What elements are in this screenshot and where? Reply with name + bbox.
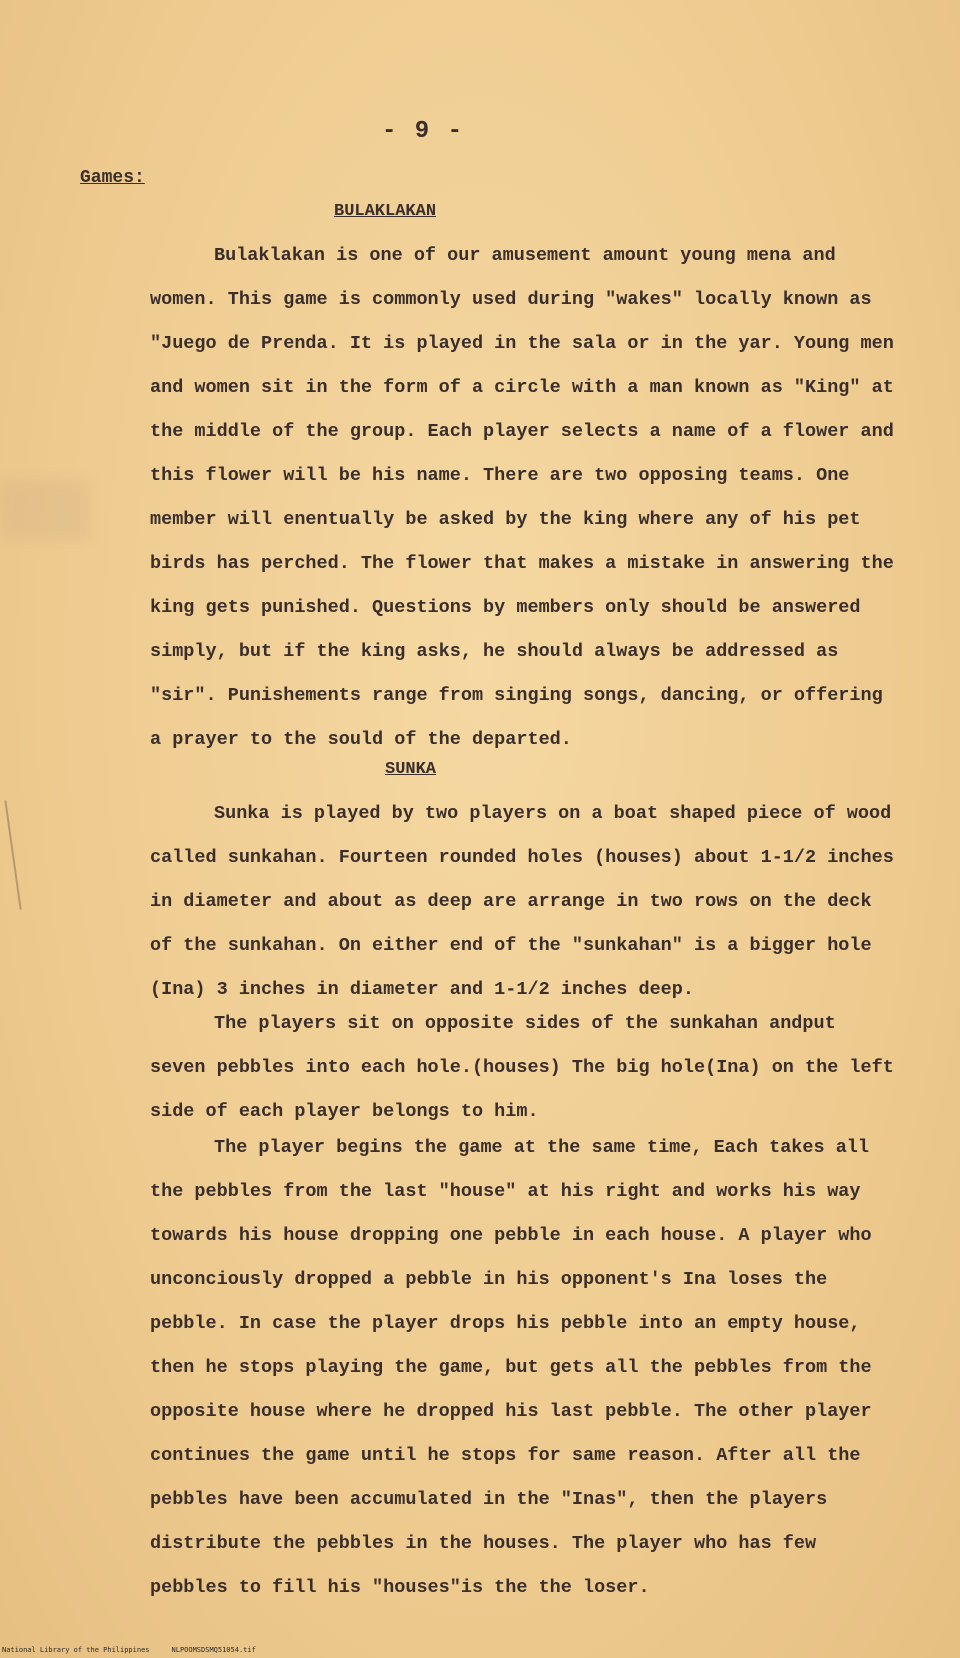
- paragraph-text: The player begins the game at the same time, Each takes all the pebbles from the last "house" at his right and works his way towards his house dropping one pebble in each house. A player who unconciously dropped a pebble in his opponent's Ina loses the pebble. In case the player drops his pebble into an empty house, then he stops playing the game, but gets all the pebbles from the opposite house where he dropped his last pebble. The other player continues the game until he stops for same reason. After all the pebbles have been accumulated in the "Inas", then the players distribute the pebbles in the houses. The player who has few pebbles to fill his "houses"is the the loser.: [150, 1137, 872, 1598]
- paragraph-sunka-2: [150, 1002, 900, 1134]
- paper-edge-mark: [4, 800, 21, 909]
- footer-file-id: NLPOOMSDSMQ51054.tif: [171, 1646, 256, 1654]
- paragraph-text: Bulaklakan is one of our amusement amount young mena and women. This game is commonly used during "wakes" locally known as "Juego de Prenda. It is played in the sala or in the yar. Young men and women sit in the form of a circle with a man known as "King" at the middle of the group. Each player selects a name of a flower and this flower will be his name. There are two opposing teams. One member will enentually be asked by the king where any of his pet birds has perched. The flower that makes a mistake in answering the king gets punished. Questions by members only should be answered simply, but if the king asks, he should always be addressed as "sir". Punishements range from singing songs, dancing, or offering a prayer to the sould of the departed.: [150, 245, 894, 750]
- paragraph-text: The players sit on opposite sides of the sunkahan andput seven pebbles into each hole.(houses) The big hole(Ina) on the left side of each player belongs to him.: [150, 1013, 894, 1122]
- section-title-sunka: SUNKA: [385, 760, 437, 779]
- paragraph-bulaklakan: [150, 234, 900, 762]
- section-label: Games:: [80, 168, 145, 188]
- page-number: - 9 -: [382, 118, 465, 145]
- paragraph-text: Sunka is played by two players on a boat shaped piece of wood called sunkahan. Fourteen rounded holes (houses) about 1-1/2 inches in diameter and about as deep are arrange in two rows on the deck of the sunkahan. On either end of the "sunkahan" is a bigger hole (Ina) 3 inches in diameter and 1-1/2 inches deep.: [150, 803, 894, 1000]
- paper-stain: [0, 480, 90, 540]
- section-title-bulaklakan: BULAKLAKAN: [334, 202, 437, 221]
- scan-footer: [2, 1646, 256, 1654]
- paragraph-sunka-1: [150, 792, 900, 1012]
- footer-library: National Library of the Philippines: [2, 1646, 150, 1654]
- paragraph-sunka-3: [150, 1126, 900, 1610]
